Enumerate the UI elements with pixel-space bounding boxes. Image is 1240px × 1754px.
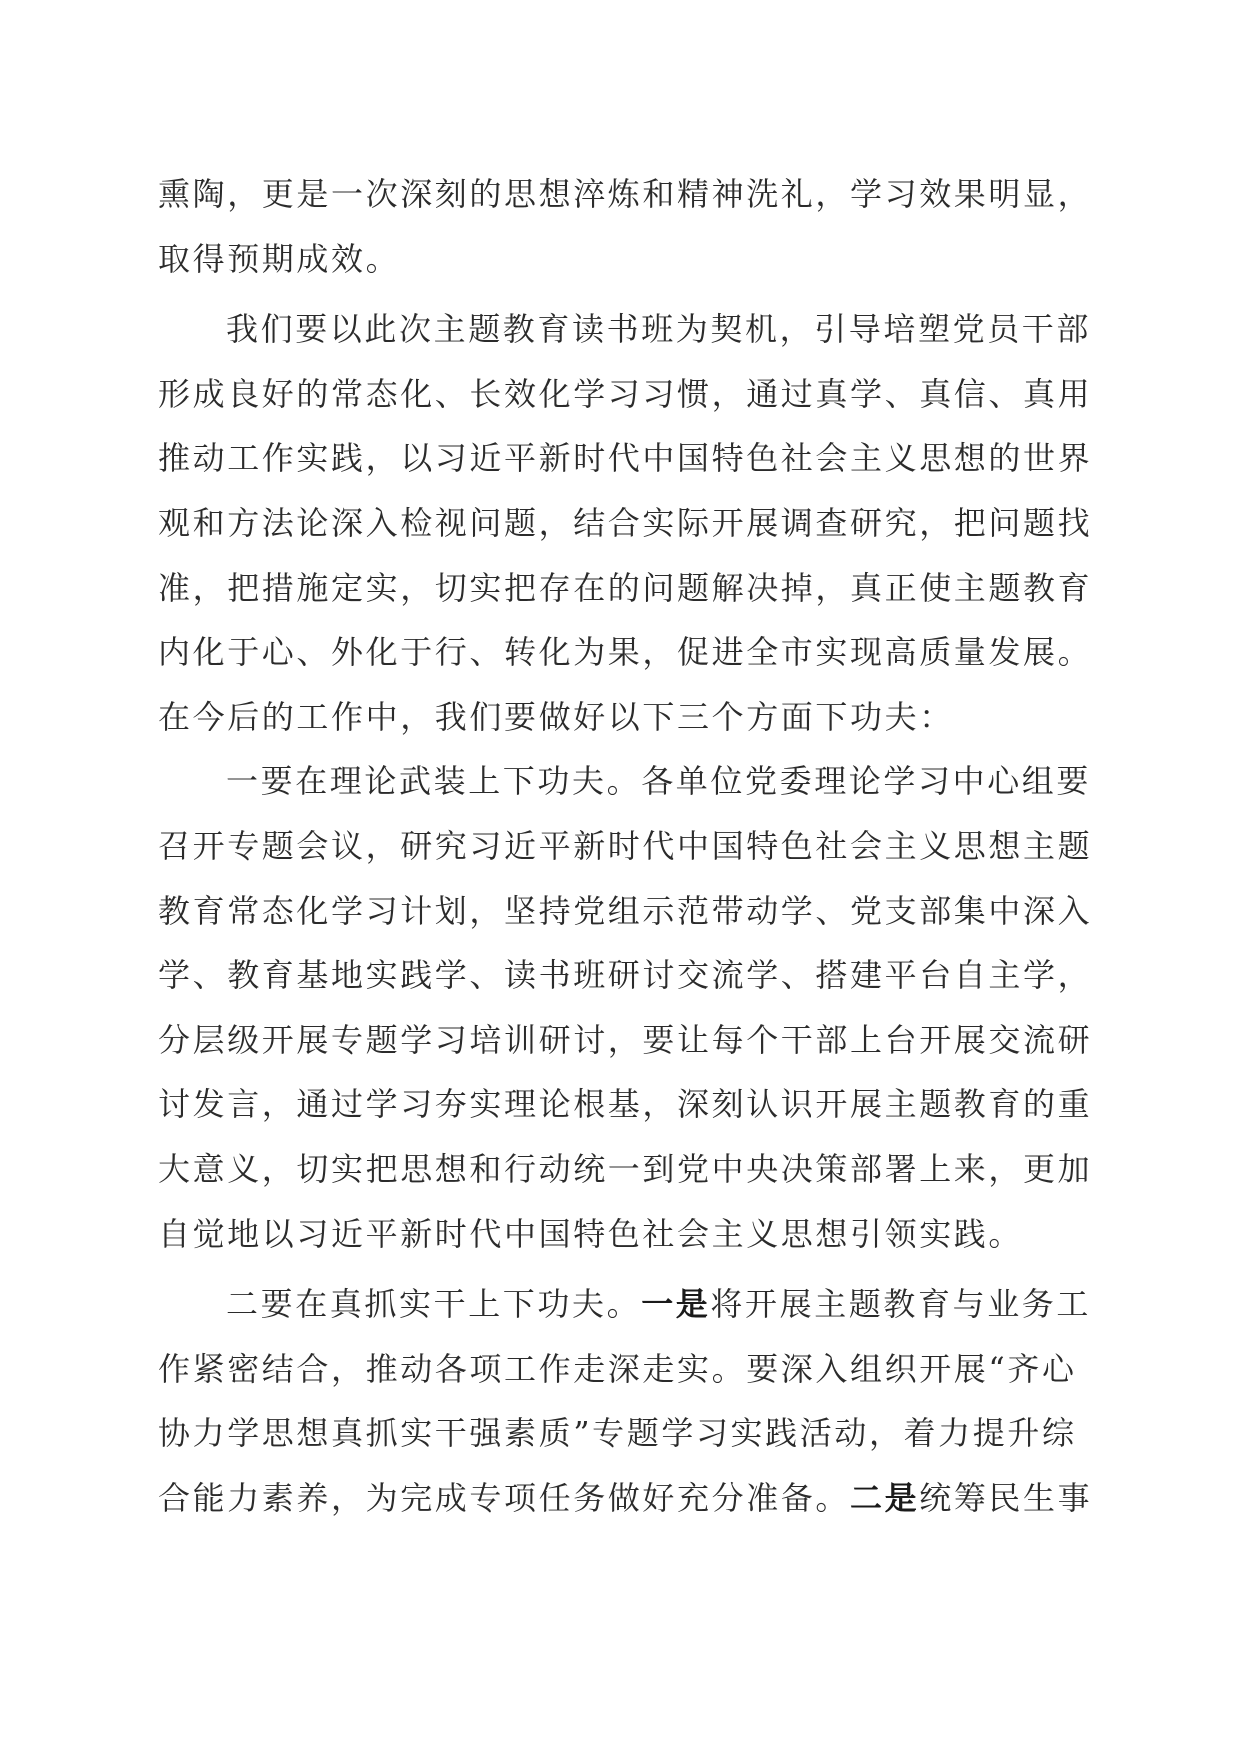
text-line: 内化于心、外化于行、转化为果，促进全市实现高质量发展。 xyxy=(158,633,1093,672)
text-line: 推动工作实践，以习近平新时代中国特色社会主义思想的世界 xyxy=(158,439,1093,478)
text-segment: 二要在真抓实干上下功夫。 xyxy=(226,1285,642,1324)
bold-marker: 一是 xyxy=(641,1285,711,1324)
text-line: 召开专题会议，研究习近平新时代中国特色社会主义思想主题 xyxy=(158,826,1093,865)
text-line: 大意义，切实把思想和行动统一到党中央决策部署上来，更加 xyxy=(158,1149,1093,1188)
text-line: 形成良好的常态化、长效化学习习惯，通过真学、真信、真用 xyxy=(158,374,1093,413)
text-line: 一要在理论武装上下功夫。各单位党委理论学习中心组要 xyxy=(226,762,1092,801)
text-line: 自觉地以习近平新时代中国特色社会主义思想引领实践。 xyxy=(158,1214,1024,1253)
text-line: 取得预期成效。 xyxy=(158,239,401,278)
text-line: 教育常态化学习计划，坚持党组示范带动学、党支部集中深入 xyxy=(158,891,1093,930)
text-segment: 合能力素养，为完成专项任务做好充分准备。 xyxy=(158,1478,851,1517)
document-body xyxy=(158,162,1093,1530)
text-line: 讨发言，通过学习夯实理论根基，深刻认识开展主题教育的重 xyxy=(158,1085,1093,1124)
text-line: 作紧密结合，推动各项工作走深走实。要深入组织开展“齐心 xyxy=(158,1349,1077,1388)
text-line: 协力学思想真抓实干强素质”专题学习实践活动，着力提升综 xyxy=(158,1414,1077,1453)
text-line: 学、教育基地实践学、读书班研讨交流学、搭建平台自主学， xyxy=(158,956,1093,995)
text-line: 准，把措施定实，切实把存在的问题解决掉，真正使主题教育 xyxy=(158,568,1093,607)
text-line: 我们要以此次主题教育读书班为契机，引导培塑党员干部 xyxy=(226,310,1092,349)
text-line: 在今后的工作中，我们要做好以下三个方面下功夫： xyxy=(158,697,954,736)
text-line xyxy=(158,1466,1093,1531)
text-line xyxy=(158,1272,1092,1337)
text-segment: 统筹民生事 xyxy=(919,1478,1093,1517)
bold-marker: 二是 xyxy=(850,1478,920,1517)
text-line: 熏陶，更是一次深刻的思想淬炼和精神洗礼，学习效果明显， xyxy=(158,175,1093,213)
text-line: 观和方法论深入检视问题，结合实际开展调查研究，把问题找 xyxy=(158,503,1093,542)
text-segment: 将开展主题教育与业务工 xyxy=(710,1285,1092,1324)
text-line: 分层级开展专题学习培训研讨，要让每个干部上台开展交流研 xyxy=(158,1020,1093,1059)
